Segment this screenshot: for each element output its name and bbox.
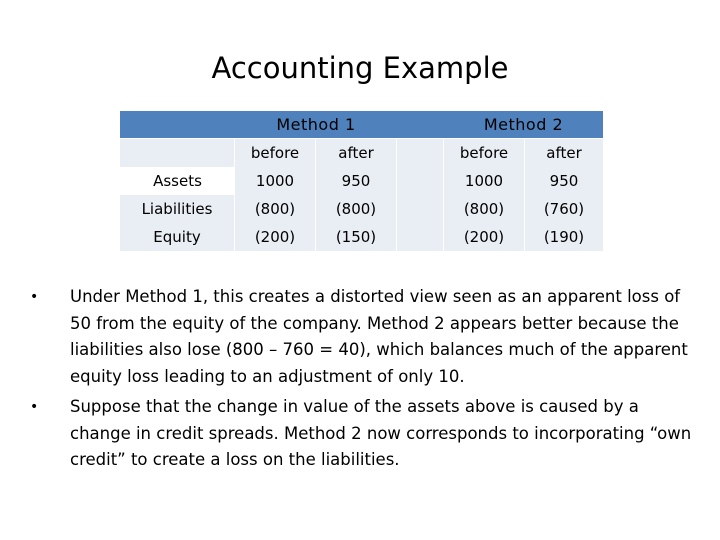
bullet-list <box>26 284 696 478</box>
table-cell: (800) <box>316 195 397 223</box>
accounting-table <box>120 111 603 251</box>
table-cell: 950 <box>525 167 603 195</box>
table-subheader-row <box>120 139 603 167</box>
spacer-cell <box>397 167 444 195</box>
spacer-cell <box>397 195 444 223</box>
method-2-header-label: Method 2 <box>483 115 564 134</box>
table-row <box>120 195 603 223</box>
row-label: Liabilities <box>120 195 235 223</box>
table-cell: (200) <box>444 223 525 251</box>
bullet-icon: • <box>30 399 39 415</box>
header-corner-cell <box>120 111 235 139</box>
column-header: after <box>525 139 603 167</box>
list-item <box>26 284 696 390</box>
bullet-text: Suppose that the change in value of the assets above is caused by a change in credit spreads. Method 2 now corresponds to incorporating “own credit” to create a loss on the liabilities. <box>70 397 692 469</box>
row-label: Assets <box>120 167 235 195</box>
method-1-header <box>235 111 397 139</box>
table-cell: (200) <box>235 223 316 251</box>
table-header-row <box>120 111 603 139</box>
spacer-cell <box>397 223 444 251</box>
method-2-header <box>444 111 603 139</box>
table-row <box>120 167 603 195</box>
column-header: after <box>316 139 397 167</box>
table-cell: (760) <box>525 195 603 223</box>
column-header: before <box>235 139 316 167</box>
spacer-cell <box>397 139 444 167</box>
table-row <box>120 223 603 251</box>
header-spacer-cell <box>397 111 444 139</box>
table-cell: (800) <box>235 195 316 223</box>
table-cell: (800) <box>444 195 525 223</box>
bullet-icon: • <box>30 289 39 305</box>
subheader-corner-cell <box>120 139 235 167</box>
row-label: Equity <box>120 223 235 251</box>
list-item <box>26 394 696 474</box>
column-header: before <box>444 139 525 167</box>
method-1-header-label: Method 1 <box>276 115 356 134</box>
table-cell: 950 <box>316 167 397 195</box>
table-cell: 1000 <box>444 167 525 195</box>
table-cell: 1000 <box>235 167 316 195</box>
slide-title: Accounting Example <box>211 51 509 85</box>
table-cell: (150) <box>316 223 397 251</box>
bullet-text: Under Method 1, this creates a distorted view seen as an apparent loss of 50 from the equity of the company. Method 2 appears better because the liabilities also lose (800 – 760 = 40), which balances much of the apparent equity loss leading to an adjustment of only 10. <box>70 287 688 386</box>
table-cell: (190) <box>525 223 603 251</box>
